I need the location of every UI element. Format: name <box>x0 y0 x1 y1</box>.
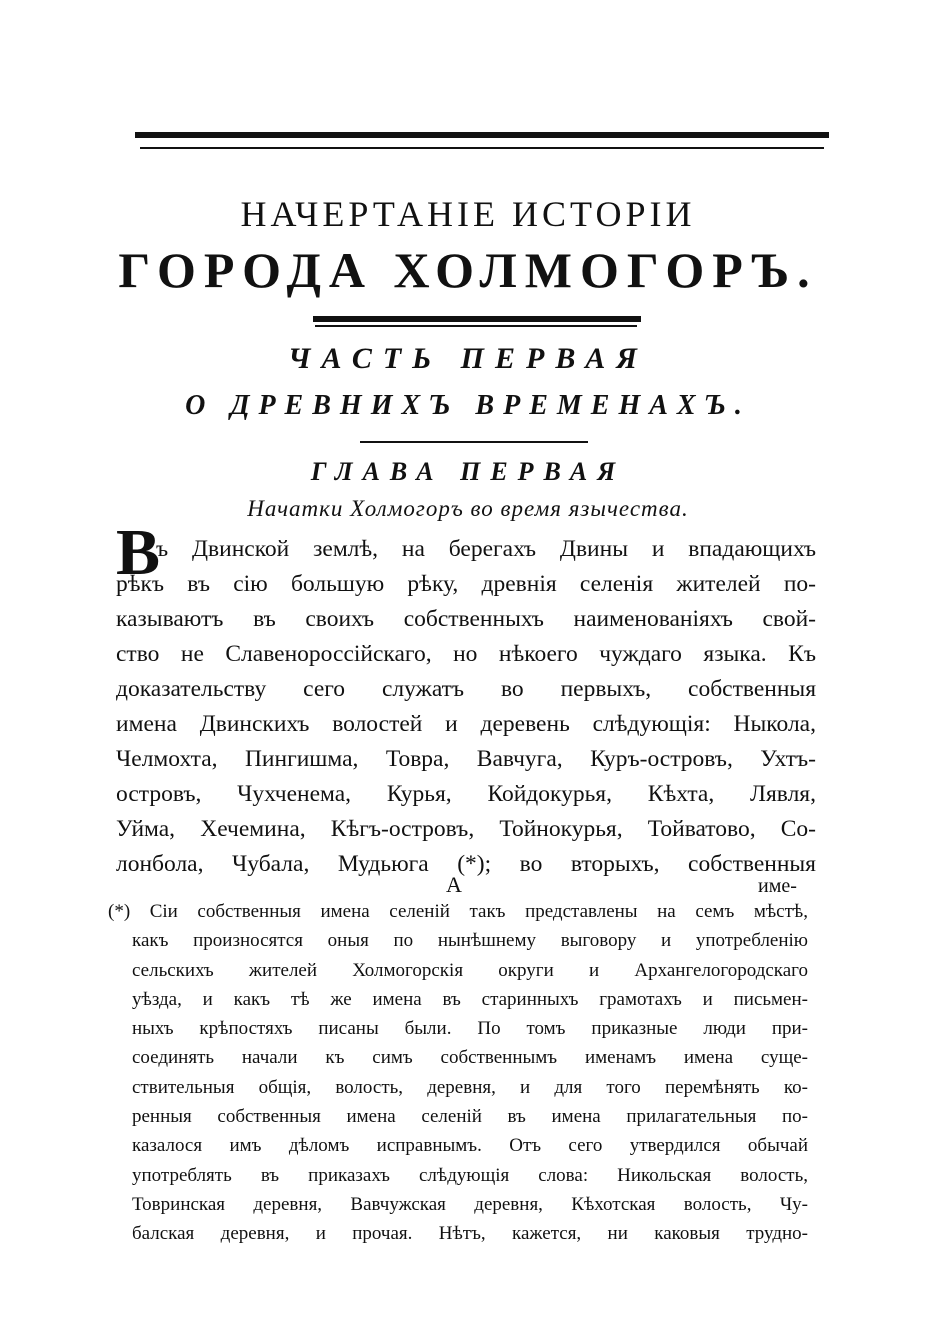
chapter-heading: ГЛАВА ПЕРВАЯ <box>310 457 626 486</box>
catchword: име- <box>758 875 797 897</box>
body-paragraph <box>116 532 816 882</box>
title-line-1: НАЧЕРТАНІЕ ИСТОРІИ <box>240 194 696 234</box>
body-line: рѣкъ въ сію большую рѣку, древнія селенія жителей по- <box>116 571 816 597</box>
body-line: лонбола, Чубала, Мудьюга (*); во вторыхъ, собственныя <box>116 851 816 877</box>
body-line: доказательству сего служатъ во первыхъ, собственныя <box>116 676 816 702</box>
part-rule <box>360 441 588 443</box>
header-rule-thin <box>140 147 824 149</box>
footnote-line: (*) Сіи собственныя имена селеній такъ представлены на семъ мѣстѣ, <box>108 901 808 922</box>
signature-mark: A <box>446 872 462 897</box>
footnote-line: балская деревня, и прочая. Нѣтъ, кажется, ни каковыя трудно- <box>132 1223 808 1245</box>
chapter-subtitle: Начатки Холмогоръ во время язычества. <box>247 496 689 521</box>
footnote-line: казалося имъ дѣломъ исправнымъ. Отъ сего утвердился обычай <box>132 1135 808 1157</box>
footnote-line: какъ произносятся оныя по нынѣшнему выговору и употребленію <box>132 930 808 952</box>
header-rule-thick <box>135 132 829 138</box>
body-line: ство не Славенороссійскаго, но нѣкоего чуждаго языка. Къ <box>116 641 816 667</box>
body-line: Уйма, Хечемина, Кѣгъ-островъ, Тойнокурья, Тойватово, Со- <box>116 816 816 842</box>
footnote <box>108 897 808 1249</box>
body-line: имена Двинскихъ волостей и деревень слѣдующія: Ныкола, <box>116 711 816 737</box>
body-line: Челмохта, Пингишма, Товра, Вавчуга, Куръ-островъ, Ухтъ- <box>116 746 816 772</box>
footnote-line: соединять начали къ симъ собственнымъ именамъ имена суще- <box>132 1047 808 1069</box>
body-line: ъ Двинской землѣ, на берегахъ Двины и впадающихъ <box>156 536 816 562</box>
footnote-line: ствительныя общія, волость, деревня, и для того перемѣнять ко- <box>132 1076 808 1098</box>
drop-cap: В <box>116 516 161 589</box>
footnote-line: употреблять въ приказахъ слѣдующія слова: Никольская волость, <box>132 1164 808 1186</box>
footnote-line: сельскихъ жителей Холмогорскія округи и Архангелогородскаго <box>132 959 808 981</box>
part-heading: ЧАСТЬ ПЕРВАЯ <box>288 342 648 375</box>
title-line-2: ГОРОДА ХОЛМОГОРЪ. <box>118 242 818 298</box>
body-line: казываютъ въ своихъ собственныхъ наименованіяхъ свой- <box>116 606 816 632</box>
footnote-line: ренныя собственныя имена селеній въ имена прилагательныя по- <box>132 1106 808 1128</box>
title-rule-thin <box>315 325 637 327</box>
title-rule-thick <box>313 316 641 322</box>
part-subheading: О ДРЕВНИХЪ ВРЕМЕНАХЪ. <box>185 390 751 421</box>
body-line: островъ, Чухченема, Курья, Койдокурья, Кѣхта, Лявля, <box>116 781 816 807</box>
footnote-line: ныхъ крѣпостяхъ писаны были. По томъ приказные люди при- <box>132 1018 808 1040</box>
footnote-line: Товринская деревня, Вавчужская деревня, Кѣхотская волость, Чу- <box>132 1193 808 1215</box>
footnote-line: уѣзда, и какъ тѣ же имена въ старинныхъ грамотахъ и письмен- <box>132 988 808 1010</box>
